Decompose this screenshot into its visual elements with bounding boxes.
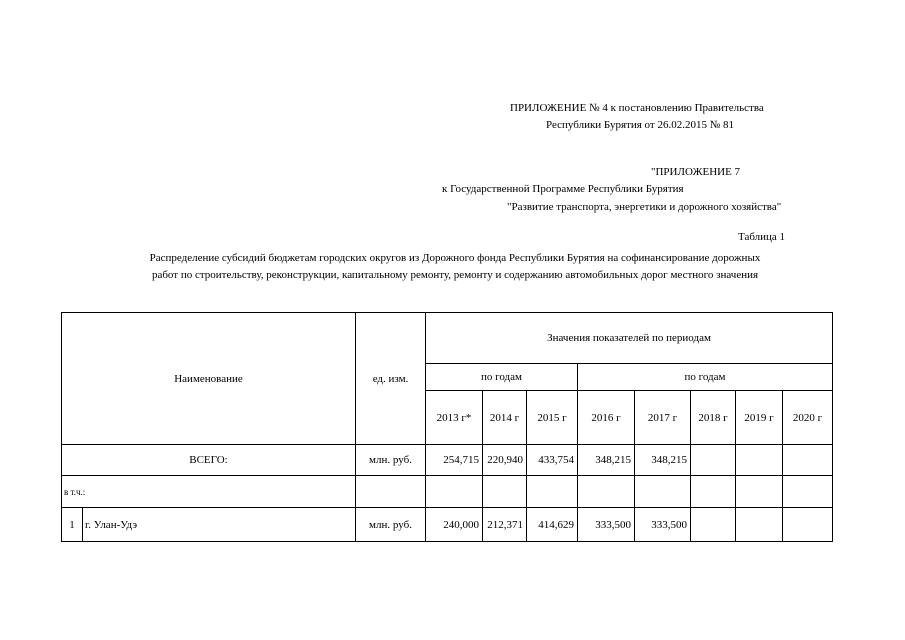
empty-cell <box>356 476 426 508</box>
table-label: Таблица 1 <box>738 231 786 243</box>
header-row-1 <box>62 313 833 364</box>
empty-cell <box>691 476 736 508</box>
total-unit: млн. руб. <box>356 445 426 476</box>
total-row <box>62 445 833 476</box>
empty-cell <box>578 476 635 508</box>
empty-cell <box>736 476 783 508</box>
appendix-7-program: к Государственной Программе Республики Бурятия <box>442 183 684 195</box>
empty-cell <box>783 476 833 508</box>
row-value-2013: 240,000 <box>426 508 483 542</box>
table-description-line-1: Распределение субсидий бюджетам городских округов из Дорожного фонда Республики Бурятия на софинансирование дорожных <box>149 252 761 264</box>
year-2016: 2016 г <box>578 391 635 445</box>
row-value-2014: 212,371 <box>483 508 527 542</box>
including-label: в т.ч.: <box>62 476 356 508</box>
col-header-name: Наименование <box>62 313 356 445</box>
table-description-line-2: работ по строительству, реконструкции, капитальному ремонту, ремонту и содержанию автомобильных дорог местного значения <box>151 269 759 281</box>
row-value-2019 <box>736 508 783 542</box>
including-row <box>62 476 833 508</box>
year-2013: 2013 г* <box>426 391 483 445</box>
row-value-2015: 414,629 <box>527 508 578 542</box>
row-name: г. Улан-Удэ <box>83 508 356 542</box>
appendix-7-subprogram: "Развитие транспорта, энергетики и дорожного хозяйства" <box>507 201 782 213</box>
year-2019: 2019 г <box>736 391 783 445</box>
empty-cell <box>527 476 578 508</box>
row-value-2020 <box>783 508 833 542</box>
total-value-2014: 220,940 <box>483 445 527 476</box>
year-2018: 2018 г <box>691 391 736 445</box>
row-value-2018 <box>691 508 736 542</box>
total-value-2015: 433,754 <box>527 445 578 476</box>
total-value-2017: 348,215 <box>635 445 691 476</box>
empty-cell <box>483 476 527 508</box>
row-unit: млн. руб. <box>356 508 426 542</box>
total-label: ВСЕГО: <box>62 445 356 476</box>
appendix-line-1: ПРИЛОЖЕНИЕ № 4 к постановлению Правительства <box>510 102 764 114</box>
appendix-line-2: Республики Бурятия от 26.02.2015 № 81 <box>546 119 734 131</box>
row-number: 1 <box>62 508 83 542</box>
total-value-2020 <box>783 445 833 476</box>
subsidy-table <box>61 312 833 542</box>
year-2014: 2014 г <box>483 391 527 445</box>
empty-cell <box>635 476 691 508</box>
row-value-2016: 333,500 <box>578 508 635 542</box>
col-header-values: Значения показателей по периодам <box>426 313 833 364</box>
col-header-unit: ед. изм. <box>356 313 426 445</box>
empty-cell <box>426 476 483 508</box>
row-value-2017: 333,500 <box>635 508 691 542</box>
table-row <box>62 508 833 542</box>
total-value-2013: 254,715 <box>426 445 483 476</box>
col-group-years-2: по годам <box>578 364 833 391</box>
total-value-2018 <box>691 445 736 476</box>
year-2020: 2020 г <box>783 391 833 445</box>
col-group-years-1: по годам <box>426 364 578 391</box>
appendix-7-title: "ПРИЛОЖЕНИЕ 7 <box>651 166 741 178</box>
year-2015: 2015 г <box>527 391 578 445</box>
total-value-2016: 348,215 <box>578 445 635 476</box>
year-2017: 2017 г <box>635 391 691 445</box>
total-value-2019 <box>736 445 783 476</box>
